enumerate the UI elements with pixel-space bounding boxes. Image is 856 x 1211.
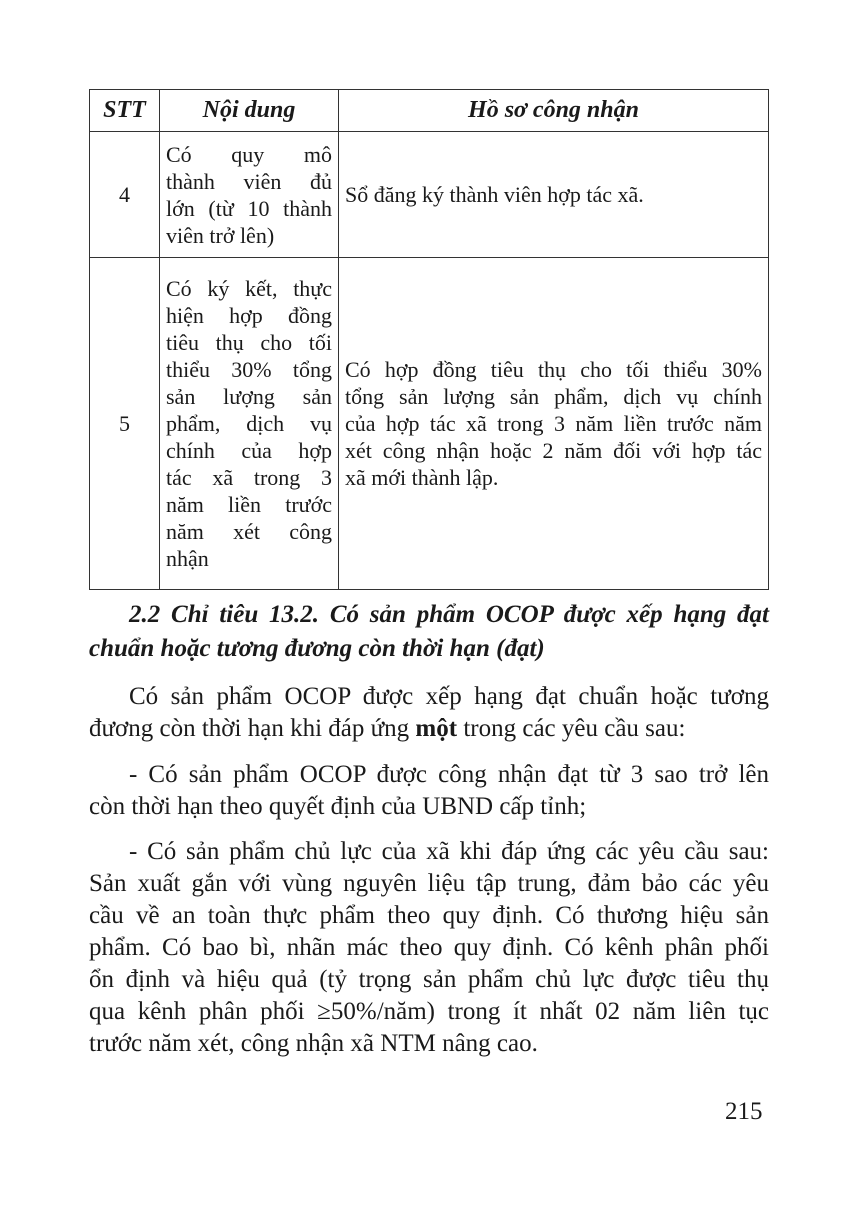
content-line: Có quy mô (166, 141, 332, 167)
emphasis-text: một (415, 715, 458, 742)
paragraph-line: qua kênh phân phối ≥50%/năm) trong ít nhất 02 năm liên tục (89, 998, 769, 1025)
content-line: nhận (166, 546, 209, 571)
row-ho-so (339, 132, 769, 258)
hoso-line: của hợp tác xã trong 3 năm liền trước năm (345, 411, 762, 436)
section-heading (89, 598, 769, 666)
paragraph-text: đương còn thời hạn khi đáp ứng (89, 715, 416, 742)
content-line: sản lượng sản (166, 384, 332, 409)
hoso-line: xét công nhận hoặc 2 năm đối với hợp tác (345, 438, 762, 463)
paragraph-line: ổn định và hiệu quả (tỷ trọng sản phẩm chủ lực được tiêu thụ (89, 966, 769, 993)
row-content (160, 258, 339, 590)
heading-line: chuẩn hoặc tương đương còn thời hạn (đạt) (89, 635, 545, 662)
paragraph-line: - Có sản phẩm OCOP được công nhận đạt từ 3 sao trở lên (129, 761, 769, 788)
hoso-line: xã mới thành lập. (345, 465, 499, 490)
header-noi-dung: Nội dung (160, 90, 339, 132)
content-line: thiểu 30% tổng (166, 357, 332, 382)
table-row (90, 132, 769, 258)
header-stt: STT (90, 90, 160, 132)
paragraph-line: phẩm. Có bao bì, nhãn mác theo quy định. Có kênh phân phối (89, 934, 769, 961)
paragraph-main-product (89, 836, 769, 1060)
content-line: Có ký kết, thực (166, 276, 332, 301)
hoso-line: Sổ đăng ký thành viên hợp tác xã. (345, 182, 644, 207)
content-line: tiêu thụ cho tối (166, 330, 332, 355)
table-header-row (90, 90, 769, 132)
header-ho-so-cong-nhan: Hồ sơ công nhận (339, 90, 769, 132)
paragraph-intro (89, 681, 769, 745)
paragraph-line: Có sản phẩm OCOP được xếp hạng đạt chuẩn hoặc tương (129, 683, 769, 710)
heading-line: 2.2 Chỉ tiêu 13.2. Có sản phẩm OCOP được xếp hạng đạt (129, 601, 769, 628)
paragraph-text: trong các yêu cầu sau: (457, 715, 686, 742)
paragraph-line: Sản xuất gắn với vùng nguyên liệu tập trung, đảm bảo các yêu (89, 870, 769, 897)
content-line: thành viên đủ (166, 168, 332, 194)
paragraph-line (89, 713, 769, 745)
hoso-line: Có hợp đồng tiêu thụ cho tối thiểu 30% (345, 357, 762, 382)
paragraph-line: còn thời hạn theo quyết định của UBND cấp tỉnh; (89, 793, 587, 820)
content-line: năm xét công (166, 519, 332, 544)
row-stt: 4 (90, 132, 160, 258)
row-stt: 5 (90, 258, 160, 590)
content-line: hiện hợp đồng (166, 303, 332, 328)
row-ho-so (339, 258, 769, 590)
paragraph-line: trước năm xét, công nhận xã NTM nâng cao. (89, 1030, 538, 1057)
table-row (90, 258, 769, 590)
content-line: phẩm, dịch vụ (166, 411, 332, 436)
paragraph-line: - Có sản phẩm chủ lực của xã khi đáp ứng các yêu cầu sau: (129, 838, 769, 865)
content-line: viên trở lên) (166, 222, 275, 248)
content-line: chính của hợp (166, 438, 332, 463)
content-line: lớn (từ 10 thành (166, 195, 332, 221)
page-number: 215 (725, 1098, 763, 1125)
criteria-table (89, 89, 769, 590)
content-line: tác xã trong 3 (166, 465, 332, 490)
paragraph-line: cầu về an toàn thực phẩm theo quy định. Có thương hiệu sản (89, 902, 769, 929)
row-content (160, 132, 339, 258)
content-line: năm liền trước (166, 492, 332, 517)
paragraph-ocop-stars (89, 759, 769, 823)
hoso-line: tổng sản lượng sản phẩm, dịch vụ chính (345, 384, 762, 409)
